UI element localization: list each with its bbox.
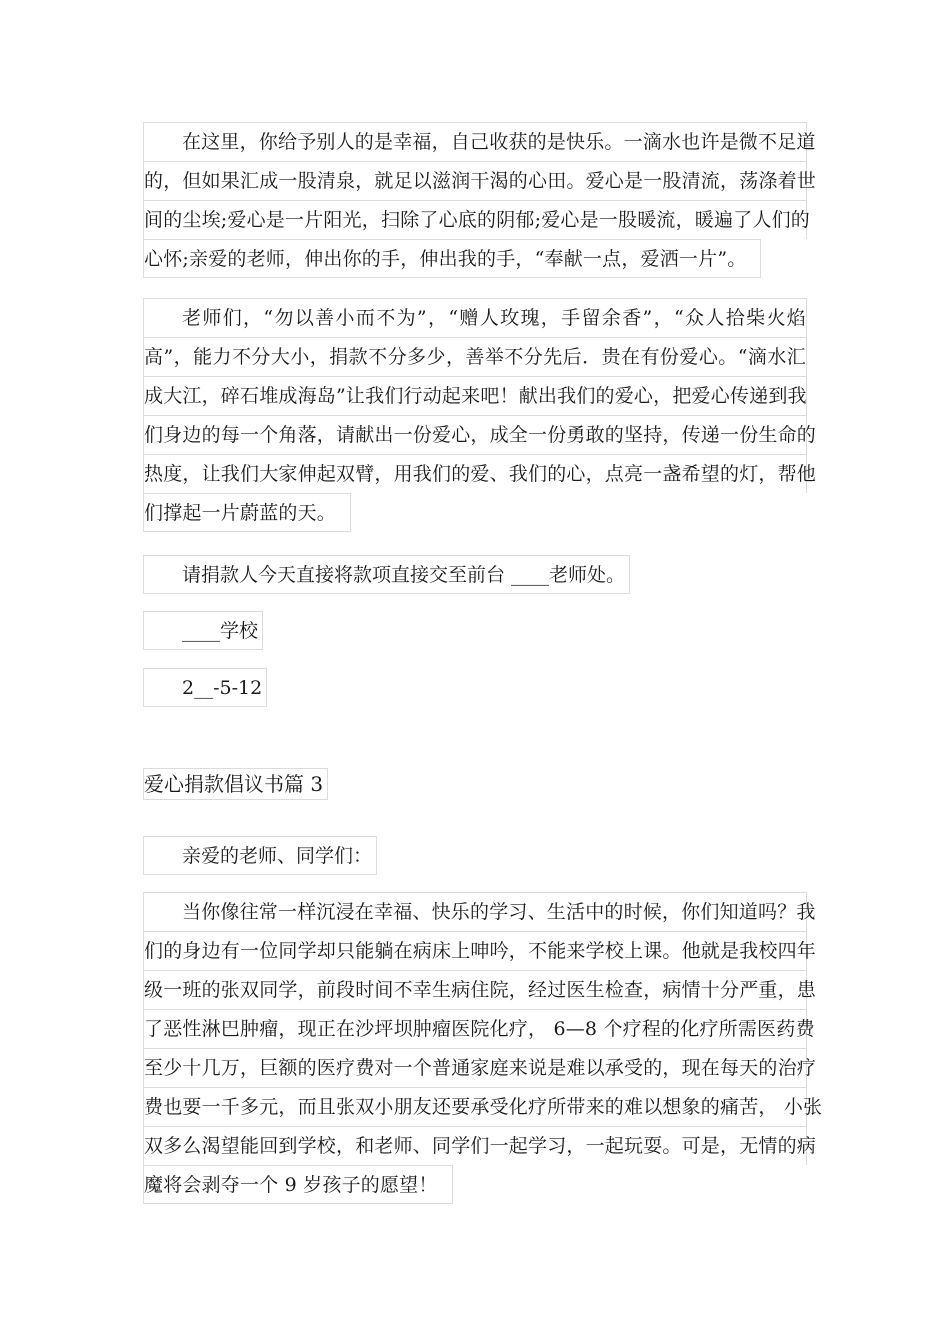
text-line: 在这里，你给予别人的是幸福，自己收获的是快乐。一滴水也许是微不足道 — [143, 122, 807, 161]
text-line: 们身边的每一个角落，请献出一份爱心，成全一份勇敢的坚持，传递一份生命的 — [143, 415, 807, 454]
date-line — [143, 668, 807, 707]
document-date: 2__-5-12 — [143, 668, 267, 707]
greeting: 亲爱的老师、同学们： — [143, 836, 377, 875]
text-line: 级一班的张双同学，前段时间不幸生病住院，经过医生检查，病情十分严重，患 — [143, 970, 807, 1009]
paragraph-happiness — [143, 122, 817, 278]
text-line: 双多么渴望能回到学校，和老师、同学们一起学习，一起玩耍。可是，无情的病 — [143, 1126, 807, 1165]
school-signature — [143, 611, 807, 650]
text-line: 了恶性淋巴肿瘤，现正在沙坪坝肿瘤医院化疗， 6—8 个疗程的化疗所需医药费 — [143, 1009, 807, 1048]
text-line: 心怀;亲爱的老师，伸出你的手，伸出我的手，“奉献一点，爱洒一片”。 — [143, 239, 761, 278]
paragraph-instructions — [143, 555, 807, 594]
paragraph-student-illness — [143, 892, 823, 1204]
text-line: 高”，能力不分大小，捐款不分多少，善举不分先后．贵在有份爱心。“滴水汇 — [143, 337, 807, 376]
text-line: 成大江，碎石堆成海岛”让我们行动起来吧！献出我们的爱心，把爱心传递到我 — [143, 376, 807, 415]
text-line: 热度，让我们大家伸起双臂，用我们的爱、我们的心，点亮一盏希望的灯，帮他 — [143, 454, 807, 493]
school-name: ____学校 — [143, 611, 263, 650]
section-heading: 爱心捐款倡议书篇 3 — [143, 768, 328, 800]
text-line: 老师们，“勿以善小而不为”，“赠人玫瑰，手留余香”，“众人拾柴火焰 — [143, 298, 807, 337]
section-heading-wrap — [143, 768, 807, 800]
text-line: 当你像往常一样沉浸在幸福、快乐的学习、生活中的时候，你们知道吗？我 — [143, 892, 807, 931]
greeting-line — [143, 836, 807, 875]
text-line: 至少十几万，巨额的医疗费对一个普通家庭来说是难以承受的，现在每天的治疗 — [143, 1048, 807, 1087]
text-line: 的，但如果汇成一股清泉，就足以滋润干渴的心田。爱心是一股清流，荡涤着世 — [143, 161, 807, 200]
text-line: 间的尘埃;爱心是一片阳光，扫除了心底的阴郁;爱心是一股暖流，暖遍了人们的 — [143, 200, 807, 239]
paragraph-teachers — [143, 298, 817, 532]
donation-instruction: 请捐款人今天直接将款项直接交至前台 ____老师处。 — [143, 555, 630, 594]
text-line: 费也要一千多元，而且张双小朋友还要承受化疗所带来的难以想象的痛苦， 小张 — [143, 1087, 807, 1126]
text-line: 们的身边有一位同学却只能躺在病床上呻吟，不能来学校上课。他就是我校四年 — [143, 931, 807, 970]
text-line: 魔将会剥夺一个 9 岁孩子的愿望！ — [143, 1165, 453, 1204]
text-line: 们撑起一片蔚蓝的天。 — [143, 493, 351, 532]
